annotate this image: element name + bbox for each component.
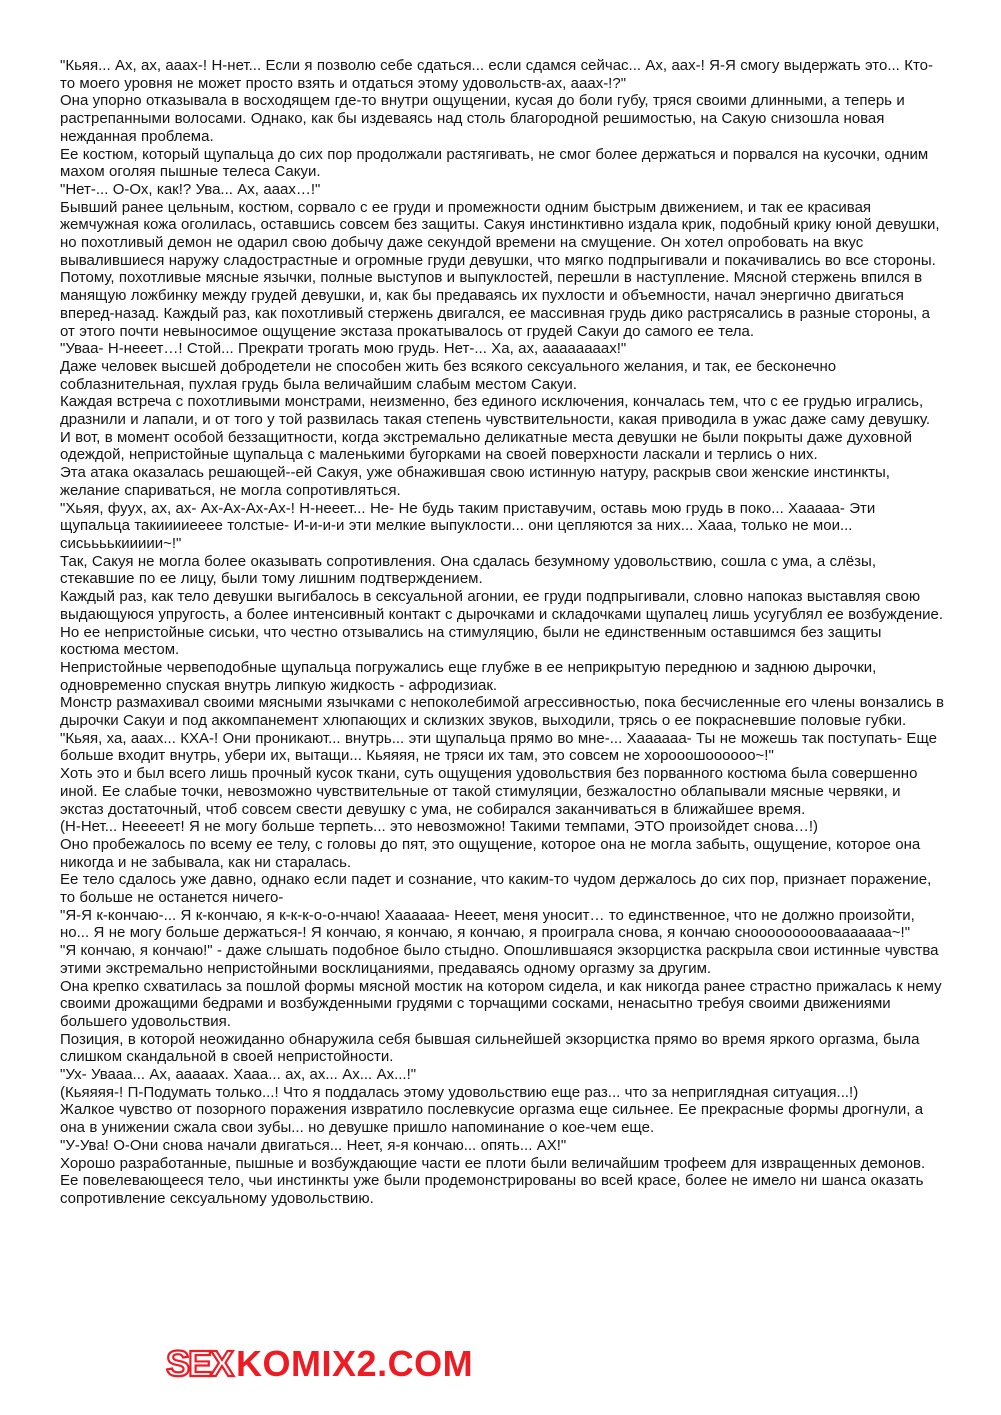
paragraph: И вот, в момент особой беззащитности, когда экстремально деликатные места девушки не были покрыты даже духовной одеждой, непристойные щупальца с маленькими бугорками на своей поверхности ласкали и терлись о них.: [60, 428, 912, 464]
paragraph: Позиция, в которой неожиданно обнаружила себя бывшая сильнейшей экзорцистка прямо во время яркого оргазма, была слишком скандальной в своей непристойности.: [60, 1030, 920, 1066]
paragraph: (Кьяяяя-! П-Подумать только...! Что я поддалась этому удовольствию еще раз... что за неприглядная ситуация...!): [60, 1083, 859, 1101]
paragraph: Каждая встреча с похотливыми монстрами, неизменно, без единого исключения, кончалась тем, что с ее грудью игрались, дразнили и лапали, и от того у той развилась такая степень чувствительности, какая приводила в ужас даже саму девушку.: [60, 393, 931, 429]
paragraph: "Я кончаю, я кончаю!" - даже слышать подобное было стыдно. Опошлившаяся экзорцистка раскрыла свои истинные чувства этими экстремально непристойными восклицаниями, предаваясь одному оргазму за другим.: [60, 942, 939, 977]
paragraph: "Уваа- Н-нееет…! Стой... Прекрати трогать мою грудь. Нет-... Ха, ах, аааааааах!": [60, 340, 627, 358]
paragraph: Она упорно отказывала в восходящем где-то внутри ощущении, кусая до боли губу, тряся своими длинными, а теперь и растрепанными волосами. Однако, как бы издеваясь над столь благородной решимостью, на Сакую снизошла новая нежданная проблема.: [60, 92, 905, 145]
paragraph: Жалкое чувство от позорного поражения извратило послевкусие оргазма еще сильнее. Ее прекрасные формы дрогнули, а она в унижении сжала свои зубы... но девушке пришло напоминание о кое-чем еще.: [60, 1101, 924, 1137]
paragraph: Так, Сакуя не могла более оказывать сопротивления. Она сдалась безумному удовольствию, сошла с ума, а слёзы, стекавшие по ее лицу, были тому лишним подтверждением.: [60, 552, 876, 588]
paragraph: "У-Ува! О-Они снова начали двигаться... Неет, я-я кончаю... опять... АХ!": [60, 1136, 567, 1154]
paragraph: "Кьяя, ха, ааах... КХА-! Они проникают... внутрь... эти щупальца прямо во мне-... Хаааааа- Ты не можешь так поступать- Еще больше входит внутрь, убери их, вытащи... Кьяяяя, не тряси их там, это совсем не хорооошоооооо~!": [60, 729, 937, 765]
logo-domain-text: KOMIX2.COM: [236, 1343, 474, 1384]
paragraph: Даже человек высшей добродетели не способен жить без всякого сексуального желания, и так, ее бесконечно соблазнительная, пухлая грудь была величайшим слабым местом Сакуи.: [60, 357, 837, 393]
paragraph: Она крепко схватилась за пошлой формы мясной мостик на котором сидела, и как никогда ранее страстно прижалась к нему своими дрожащими бедрами и возбужденными грудями с торчащими сосками, ненасытно требуя своими движениями большего удовольствия.: [60, 977, 942, 1030]
paragraph: Непристойные червеподобные щупальца погружались еще глубже в ее неприкрытую переднюю и заднюю дырочки, одновременно спуская внутрь липкую жидкость - афродизиак.: [60, 658, 877, 694]
paragraph: "Нет-... О-Ох, как!? Ува... Ах, ааах…!": [60, 180, 321, 198]
paragraph: Хоть это и был всего лишь прочный кусок ткани, суть ощущения удовольствия без порванного костюма была совершенно иной. Ее слабые точки, невозможно чувствительные от такой стимуляции, безжалостно облапывали мясные червяки, и экстаз достаточный, чтоб совсем свести девушку с ума, не собирался заканчиваться в ближайшее время.: [60, 765, 918, 818]
paragraph: "Хьяя, фуух, ах, ах- Ах-Ах-Ах-Ах-! Н-нееет... Не- Не будь таким приставучим, оставь мою грудь в поко... Хааааа- Эти щупальца такииииееее толстые- И-и-и-и эти мелкие выпуклости... они цепляются за них... Хааа, только не мои... сисьььькиииии~!": [60, 499, 876, 552]
paragraph: Монстр размахивал своими мясными язычками с непоколебимой агрессивностью, пока бесчисленные его члены вонзались в дырочки Сакуи и под аккомпанемент хлюпающих и склизких звуков, выходили, трясь о ее покрасневшие половые губки.: [60, 694, 945, 730]
paragraph: "Я-Я к-кончаю-... Я к-кончаю, я к-к-к-о-о-нчаю! Хаааааа- Нееет, меня уносит… то единственное, что не должно произойти, но... Я не могу больше держаться-! Я кончаю, я кончаю, я кончаю, я проиграла снова, я кончаю снооооооооовааааааа~!": [60, 906, 915, 942]
paragraph: Но ее непристойные сиськи, что честно отзывались на стимуляцию, были не единственным оставшимся без защиты костюма местом.: [60, 623, 882, 659]
paragraph: Ее тело сдалось уже давно, однако если падет и сознание, что каким-то чудом держалось до сих пор, признает поражение, то больше не останется ничего-: [60, 871, 932, 907]
paragraph: "Кьяя... Ах, ах, ааах-! Н-нет... Если я позволю себе сдаться... если сдамся сейчас... Ах, аах-! Я-Я смогу выдержать это... Кто-то моего уровня не может просто взять и отдаться этому удовольств-ах, ааах-!?": [60, 57, 933, 92]
logo-sex-outline-text: SEX: [166, 1343, 233, 1384]
paragraph: Оно пробежалось по всему ее телу, с головы до пят, это ощущение, которое она не могла забыть, ощущение, которое она никогда и не забывала, как ни старалась.: [60, 835, 921, 871]
paragraph: Хорошо разработанные, пышные и возбуждающие части ее плоти были величайшим трофеем для извращенных демонов. Ее повелевающееся тело, чьи инстинкты уже были продемонстрированы во всей красе, более не имело ни шанса оказать сопротивление сексуальному удовольствию.: [60, 1154, 926, 1207]
paragraph: Бывший ранее цельным, костюм, сорвало с ее груди и промежности одним быстрым движением, и так ее красивая жемчужная кожа оголилась, оставшись совсем без защиты. Сакуя инстинктивно издала крик, подобный крику юной девушки, но похотливый демон не одарил свою добычу даже секундой времени на смущение. Он хотел опробовать на вкус вывалившиеся наружу сладострастные и огромные груди девушки, что мягко подпрыгивали и покачивались во все стороны. Потому, похотливые мясные язычки, полные выступов и выпуклостей, перешли в наступление. Мясной стержень впился в манящую ложбинку между грудей девушки, и, как бы предаваясь их пухлости и объемности, начал энергично двигаться вперед-назад. Каждый раз, как похотливый стержень двигался, ее массивная грудь дико растрясались в разные стороны, а от этого почти невыносимое ощущение экстаза прокатывалось от грудей Сакуи до самого ее тела.: [60, 198, 940, 340]
paragraph: Каждый раз, как тело девушки выгибалось в сексуальной агонии, ее груди подпрыгивали, словно напоказ выставляя свою выдающуюся упругость, а более интенсивный контакт с дырочками и складочками щупалец лишь усугублял ее возбуждение.: [60, 588, 944, 623]
paragraph: "Ух- Увааа... Ах, ааааах. Хааа... ах, ах... Ах... Ах...!": [60, 1066, 417, 1084]
paragraph: Эта атака оказалась решающей--ей Сакуя, уже обнажившая свою истинную натуру, раскрыв свои женские инстинкты, желание спариваться, не могла сопротивляться.: [60, 464, 890, 499]
text-body: [60, 57, 944, 1208]
paragraph: Ее костюм, который щупальца до сих пор продолжали растягивать, не смог более держаться и порвался на кусочки, одним махом оголяя пышные телеса Сакуи.: [60, 145, 929, 181]
paragraph: (Н-Нет... Нееееет! Я не могу больше терпеть... это невозможно! Такими темпами, ЭТО произойдет снова…!): [60, 818, 818, 836]
sexkomix2-logo: [166, 1343, 474, 1384]
